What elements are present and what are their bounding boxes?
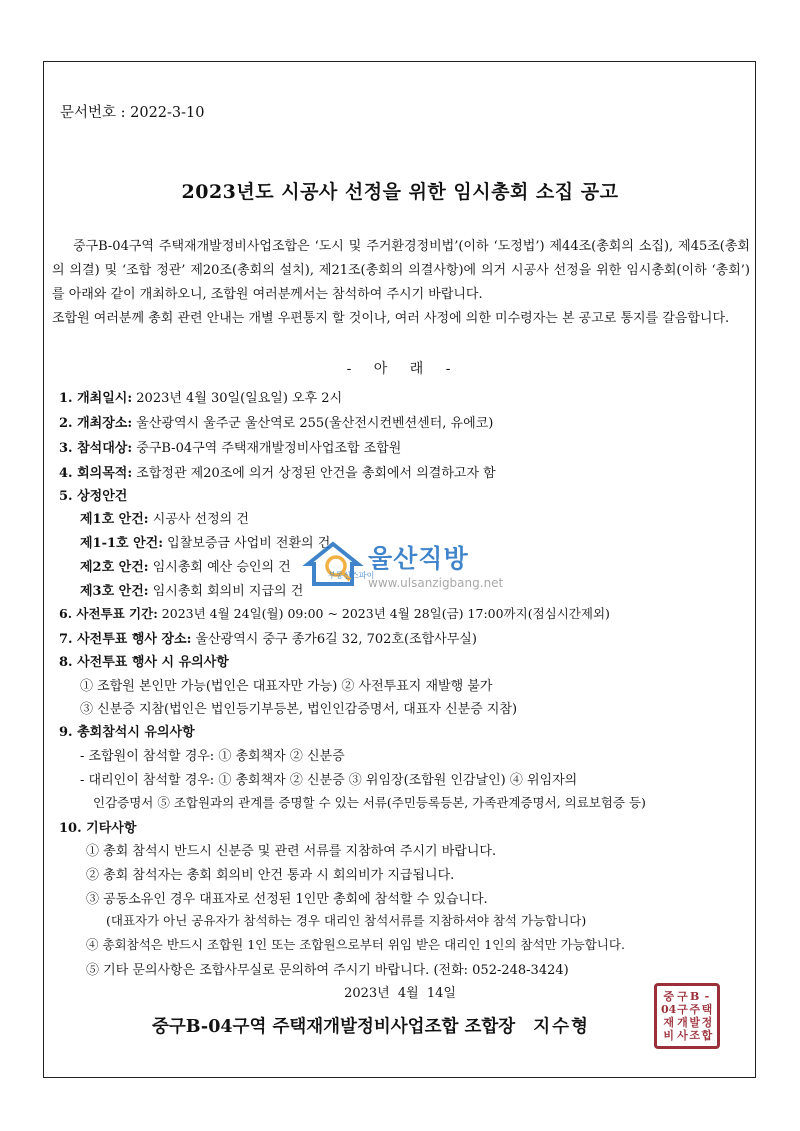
signature-name: 지수형 — [533, 1017, 590, 1037]
document-number: 문서번호 : 2022-3-10 — [60, 105, 205, 121]
intro-text — [52, 235, 750, 331]
misc-note-2: ② 총회 참석자는 총회 회의비 안건 통과 시 회의비가 지급됩니다. — [86, 868, 455, 883]
seal-char: 재 — [663, 1016, 674, 1029]
seal-char: 04 — [661, 1003, 677, 1016]
item-place: 2. 개최장소: 울산광역시 울주군 울산역로 255(울산전시컨벤션센터, 유에코) — [59, 416, 494, 431]
misc-note-3-detail: (대표자가 아닌 공유자가 참석하는 경우 대리인 참석서류를 지참하셔야 참석 가능합니다) — [106, 913, 587, 928]
seal-char: 비 — [663, 1029, 674, 1042]
item-prevote-period: 6. 사전투표 기간: 2023년 4월 24일(월) 09:00 ~ 2023년 4월 28일(금) 17:00까지(점심시간제외) — [59, 606, 610, 621]
agenda-1-1: 제1-1호 안건: 입찰보증금 사업비 전환의 건 — [80, 536, 331, 551]
agenda-2: 제2호 안건: 임시총회 예산 승인의 건 — [80, 560, 291, 575]
watermark-tag: 부동산스파이 — [328, 571, 375, 580]
notice-date: 2023년 4월 14일 — [344, 986, 456, 1001]
seal-char: 사 — [677, 1029, 688, 1042]
seal-char: 조 — [689, 1029, 700, 1042]
seal-char: 중 — [663, 990, 674, 1003]
attendance-note-proxy: - 대리인이 참석할 경우: ① 총회책자 ② 신분증 ③ 위임장(조합원 인감날인) ④ 위임자의 — [80, 773, 578, 788]
notice-title: 2023년도 시공사 선정을 위한 임시총회 소집 공고 — [181, 181, 619, 203]
item-misc-heading: 10. 기타사항 — [59, 821, 137, 836]
seal-char: 정 — [701, 1016, 713, 1029]
seal-char: 개 — [677, 1016, 688, 1029]
seal-char: 택 — [701, 1003, 713, 1016]
misc-note-1: ① 총회 참석시 반드시 신분증 및 관련 서류를 지참하여 주시기 바랍니다. — [86, 844, 497, 859]
seal-char: 합 — [701, 1029, 713, 1042]
item-attendance-notes-heading: 9. 총회참석시 유의사항 — [59, 725, 195, 740]
signature-line — [152, 1013, 590, 1038]
item-prevote-place: 7. 사전투표 행사 장소: 울산광역시 중구 종가6길 32, 702호(조합사무실) — [59, 632, 477, 647]
seal-char: - — [704, 990, 710, 1003]
agenda-3: 제3호 안건: 임시총회 회의비 지급의 건 — [80, 584, 304, 599]
item-date: 1. 개최일시: 2023년 4월 30일(일요일) 오후 2시 — [59, 391, 343, 406]
misc-note-4: ④ 총회참석은 반드시 조합원 1인 또는 조합원으로부터 위임 받은 대리인 1인의 참석만 가능합니다. — [86, 937, 625, 952]
item-attendees: 3. 참석대상: 중구B-04구역 주택재개발정비사업조합 조합원 — [59, 441, 402, 456]
seal-char: 발 — [689, 1016, 700, 1029]
prevote-note-1: ① 조합원 본인만 가능(법인은 대표자만 가능) ② 사전투표지 재발행 불가 — [80, 679, 493, 694]
misc-note-5: ⑤ 기타 문의사항은 조합사무실로 문의하여 주시기 바랍니다. (전화: 052-248-3424) — [86, 963, 569, 978]
item-agenda-heading: 5. 상정안건 — [59, 489, 128, 504]
seal-characters — [661, 990, 713, 1042]
attendance-note-proxy-cont: 인감증명서 ⑤ 조합원과의 관계를 증명할 수 있는 서류(주민등록등본, 가족관계증명서, 의료보험증 등) — [93, 795, 646, 810]
prevote-note-2: ③ 신분증 지참(법인은 법인등기부등본, 법인인감증명서, 대표자 신분증 지참) — [80, 702, 518, 717]
site-watermark — [300, 536, 520, 596]
misc-note-3: ③ 공동소유인 경우 대표자로 선정된 1인만 총회에 참석할 수 있습니다. — [86, 892, 488, 907]
seal-char: 구 — [677, 990, 688, 1003]
watermark-url: www.ulsanzigbang.net — [368, 576, 504, 590]
intro-paragraph-1: 중구B-04구역 주택재개발정비사업조합은 ‘도시 및 주거환경정비법’(이하 ‘도정법’) 제44조(총회의 소집), 제45조(총회의 의결) 및 ‘조합 정관’ 제20조(총회의 설치), 제21조(총회의 의결사항)에 의거 시공사 선정을 위한 임시총회(이하 ‘총회’)를 아래와 같이 개최하오니, 조합원 여러분께서는 참석하여 주시기 바랍니다. — [52, 239, 750, 302]
agenda-1: 제1호 안건: 시공사 선정의 건 — [80, 512, 249, 527]
official-seal — [654, 983, 720, 1049]
attendance-note-member: - 조합원이 참석할 경우: ① 총회책자 ② 신분증 — [80, 749, 345, 764]
seal-char: B — [689, 990, 700, 1003]
seal-char: 구 — [677, 1003, 688, 1016]
signature-org: 중구B-04구역 주택재개발정비사업조합 조합장 — [152, 1017, 516, 1037]
house-logo-icon — [300, 536, 366, 596]
seal-char: 주 — [689, 1003, 700, 1016]
item-purpose: 4. 회의목적: 조합정관 제20조에 의거 상정된 안건을 총회에서 의결하고자 함 — [59, 466, 496, 481]
item-prevote-notes-heading: 8. 사전투표 행사 시 유의사항 — [59, 655, 229, 670]
section-heading-below: - 아 래 - — [346, 361, 454, 377]
watermark-brand: 울산직방 — [368, 544, 469, 573]
intro-paragraph-2: 조합원 여러분께 총회 관련 안내는 개별 우편통지 할 것이나, 여러 사정에 의한 미수령자는 본 공고로 통지를 갈음합니다. — [52, 311, 730, 326]
